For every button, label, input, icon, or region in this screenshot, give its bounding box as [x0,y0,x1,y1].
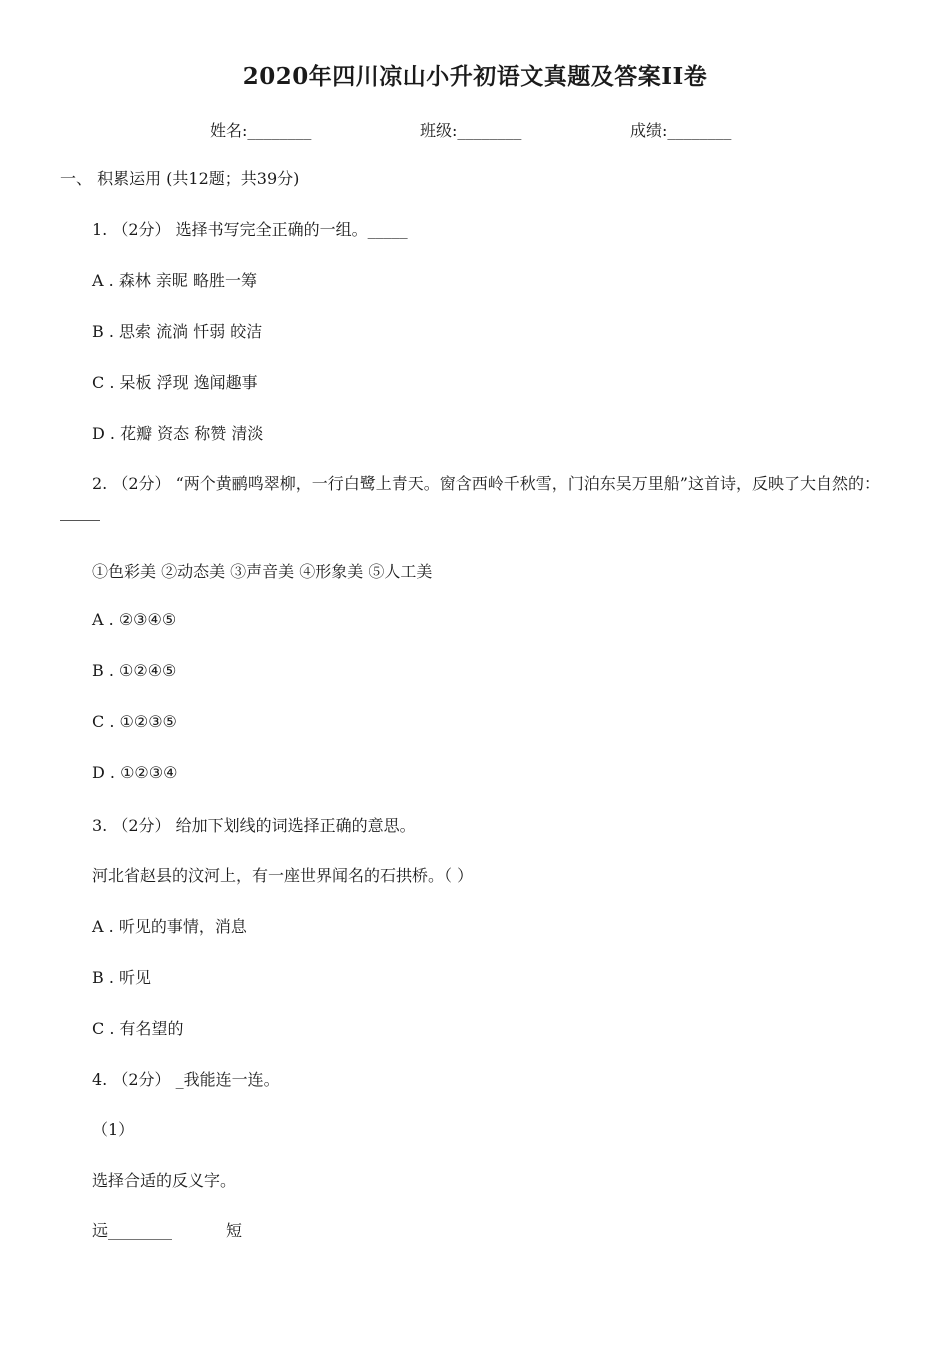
question-4-subpart: （1） [92,1120,135,1139]
question-1-option-c: C . 呆板 浮现 逸闻趣事 [92,373,258,392]
question-1-option-d: D . 花瓣 资态 称赞 清淡 [92,424,264,443]
question-2-stem: 2. （2分） “两个黄鹂鸣翠柳，一行白鹭上青天。窗含西岭千秋雪，门泊东吴万里船”这首诗，反映了大自然的： [92,474,880,493]
question-2-option-b: B . ①②④⑤ [92,661,177,680]
score-field: 成绩:________ [630,121,732,140]
question-4-item-left: 远________ [92,1221,173,1240]
question-1-stem: 1. （2分） 选择书写完全正确的一组。_____ [92,220,408,239]
question-1-option-b: B . 思索 流淌 忏弱 皎洁 [92,322,263,341]
question-3-sentence: 河北省赵县的汶河上，有一座世界闻名的石拱桥。（ ） [92,866,474,885]
question-3-option-a: A . 听见的事情，消息 [92,917,247,936]
question-1-option-a: A . 森林 亲昵 略胜一筹 [92,271,257,290]
question-3-stem: 3. （2分） 给加下划线的词选择正确的意思。 [92,816,416,835]
name-field: 姓名:________ [210,121,312,140]
question-2-option-a: A . ②③④⑤ [92,610,177,629]
question-4-stem: 4. （2分） _我能连一连。 [92,1070,280,1089]
class-field: 班级:________ [420,121,522,140]
section-heading: 一、 积累运用 (共12题；共39分) [60,169,300,188]
question-4-item-right: 短 [226,1221,243,1240]
question-3-option-b: B . 听见 [92,968,152,987]
question-4-instruction: 选择合适的反义字。 [92,1171,237,1190]
question-2-option-c: C . ①②③⑤ [92,712,177,731]
question-2-option-d: D . ①②③④ [92,763,178,782]
answer-blank-line [60,520,100,521]
question-2-choices: ①色彩美 ②动态美 ③声音美 ④形象美 ⑤人工美 [92,562,433,581]
page-title: 2020年四川凉山小升初语文真题及答案II卷 [242,63,708,90]
question-3-option-c: C . 有名望的 [92,1019,184,1038]
